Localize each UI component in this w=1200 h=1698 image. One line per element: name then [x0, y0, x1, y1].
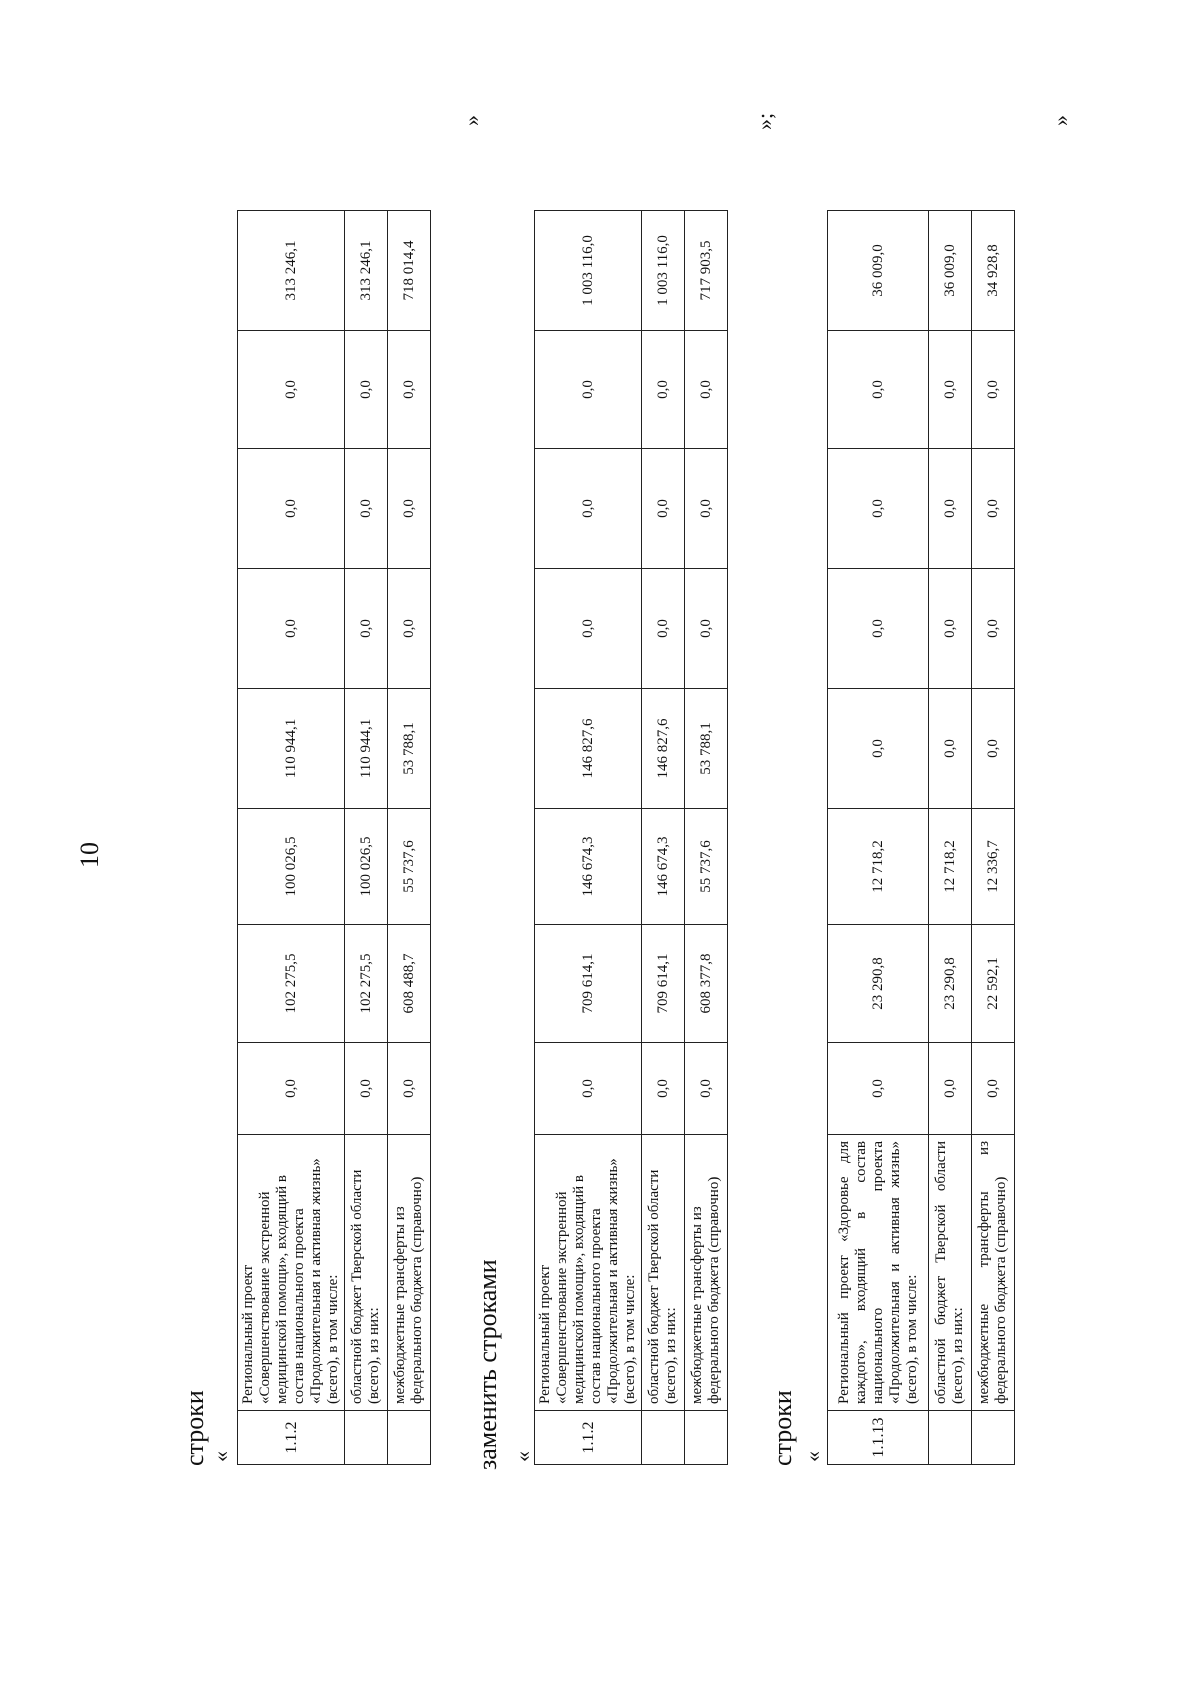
row-code [345, 1411, 388, 1465]
value-cell: 0,0 [388, 1043, 431, 1135]
value-cell: 146 674,3 [642, 809, 685, 925]
value-cell: 717 903,5 [685, 211, 728, 331]
open-quote: « [208, 1451, 233, 1462]
row-name: областной бюджет Тверской области (всего), из них: [929, 1135, 972, 1411]
value-cell: 0,0 [828, 449, 929, 569]
value-cell: 0,0 [972, 449, 1015, 569]
value-cell: 102 275,5 [345, 925, 388, 1043]
value-cell: 0,0 [238, 1043, 345, 1135]
section-caption: строки [180, 1390, 209, 1466]
value-cell: 608 488,7 [388, 925, 431, 1043]
value-cell: 146 674,3 [535, 809, 642, 925]
value-cell: 110 944,1 [238, 689, 345, 809]
row-code [388, 1411, 431, 1465]
value-cell: 146 827,6 [535, 689, 642, 809]
value-cell: 0,0 [388, 449, 431, 569]
value-cell: 22 592,1 [972, 925, 1015, 1043]
value-cell: 718 014,4 [388, 211, 431, 331]
row-code: 1.1.2 [238, 1411, 345, 1465]
value-cell: 0,0 [972, 689, 1015, 809]
table-row [388, 211, 431, 1465]
value-cell: 53 788,1 [388, 689, 431, 809]
value-cell: 0,0 [929, 331, 972, 449]
value-cell: 0,0 [929, 569, 972, 689]
value-cell: 0,0 [828, 331, 929, 449]
value-cell: 36 009,0 [828, 211, 929, 331]
value-cell: 0,0 [685, 331, 728, 449]
value-cell: 0,0 [642, 331, 685, 449]
value-cell: 709 614,1 [535, 925, 642, 1043]
value-cell: 0,0 [345, 449, 388, 569]
value-cell: 23 290,8 [929, 925, 972, 1043]
row-name: областной бюджет Тверской области (всего), из них: [642, 1135, 685, 1411]
value-cell: 0,0 [238, 449, 345, 569]
value-cell: 12 336,7 [972, 809, 1015, 925]
value-cell: 1 003 116,0 [642, 211, 685, 331]
budget-table [534, 210, 728, 1465]
value-cell: 0,0 [388, 331, 431, 449]
value-cell: 0,0 [642, 569, 685, 689]
value-cell: 34 928,8 [972, 211, 1015, 331]
value-cell: 0,0 [238, 331, 345, 449]
value-cell: 1 003 116,0 [535, 211, 642, 331]
value-cell: 0,0 [685, 449, 728, 569]
table-row [535, 211, 642, 1465]
row-code [685, 1411, 728, 1465]
budget-table [827, 210, 1015, 1465]
row-name: областной бюджет Тверской области (всего), из них: [345, 1135, 388, 1411]
table-row [238, 211, 345, 1465]
value-cell: 0,0 [535, 1043, 642, 1135]
value-cell: 313 246,1 [345, 211, 388, 331]
row-name: Региональный проект «Совершенствование экстренной медицинской помощи», входящий в состав национального проекта «Продолжительная и активная жизнь» (всего), в том числе: [535, 1135, 642, 1411]
value-cell: 0,0 [238, 569, 345, 689]
close-quote: » [459, 115, 484, 126]
row-name: Региональный проект «Совершенствование экстренной медицинской помощи», входящий в состав национального проекта «Продолжительная и активная жизнь» (всего), в том числе: [238, 1135, 345, 1411]
value-cell: 0,0 [929, 449, 972, 569]
table-row [972, 211, 1015, 1465]
value-cell: 0,0 [929, 1043, 972, 1135]
value-cell: 0,0 [972, 331, 1015, 449]
value-cell: 55 737,6 [388, 809, 431, 925]
row-code [642, 1411, 685, 1465]
row-code [972, 1411, 1015, 1465]
close-quote: » [1048, 115, 1073, 126]
value-cell: 0,0 [828, 689, 929, 809]
table-row [345, 211, 388, 1465]
row-code [929, 1411, 972, 1465]
value-cell: 100 026,5 [238, 809, 345, 925]
value-cell: 0,0 [642, 1043, 685, 1135]
section-caption: заменить строками [473, 1259, 502, 1470]
value-cell: 12 718,2 [828, 809, 929, 925]
value-cell: 0,0 [828, 1043, 929, 1135]
close-quote: »; [752, 112, 777, 130]
row-code: 1.1.13 [828, 1411, 929, 1465]
budget-table [237, 210, 431, 1465]
value-cell: 146 827,6 [642, 689, 685, 809]
value-cell: 36 009,0 [929, 211, 972, 331]
value-cell: 23 290,8 [828, 925, 929, 1043]
value-cell: 55 737,6 [685, 809, 728, 925]
value-cell: 0,0 [929, 689, 972, 809]
open-quote: « [510, 1451, 535, 1462]
value-cell: 0,0 [345, 331, 388, 449]
value-cell: 0,0 [345, 569, 388, 689]
value-cell: 102 275,5 [238, 925, 345, 1043]
value-cell: 0,0 [345, 1043, 388, 1135]
value-cell: 0,0 [388, 569, 431, 689]
table-row [828, 211, 929, 1465]
section-caption: строки [768, 1390, 797, 1466]
value-cell: 0,0 [685, 569, 728, 689]
value-cell: 709 614,1 [642, 925, 685, 1043]
row-name: Региональный проект «Здоровье для каждого», входящий в состав национального проекта «Продолжительная и активная жизнь» (всего), в том числе: [828, 1135, 929, 1411]
value-cell: 0,0 [685, 1043, 728, 1135]
value-cell: 0,0 [642, 449, 685, 569]
row-code: 1.1.2 [535, 1411, 642, 1465]
value-cell: 0,0 [535, 569, 642, 689]
value-cell: 0,0 [535, 331, 642, 449]
value-cell: 0,0 [972, 569, 1015, 689]
row-name: межбюджетные трансферты из федерального бюджета (справочно) [972, 1135, 1015, 1411]
table-row [642, 211, 685, 1465]
value-cell: 0,0 [535, 449, 642, 569]
value-cell: 110 944,1 [345, 689, 388, 809]
value-cell: 12 718,2 [929, 809, 972, 925]
row-name: межбюджетные трансферты из федерального бюджета (справочно) [388, 1135, 431, 1411]
value-cell: 608 377,8 [685, 925, 728, 1043]
value-cell: 100 026,5 [345, 809, 388, 925]
value-cell: 53 788,1 [685, 689, 728, 809]
value-cell: 0,0 [828, 569, 929, 689]
page-number: 10 [75, 842, 104, 868]
open-quote: « [800, 1451, 825, 1462]
row-name: межбюджетные трансферты из федерального бюджета (справочно) [685, 1135, 728, 1411]
value-cell: 0,0 [972, 1043, 1015, 1135]
table-row [929, 211, 972, 1465]
table-row [685, 211, 728, 1465]
value-cell: 313 246,1 [238, 211, 345, 331]
